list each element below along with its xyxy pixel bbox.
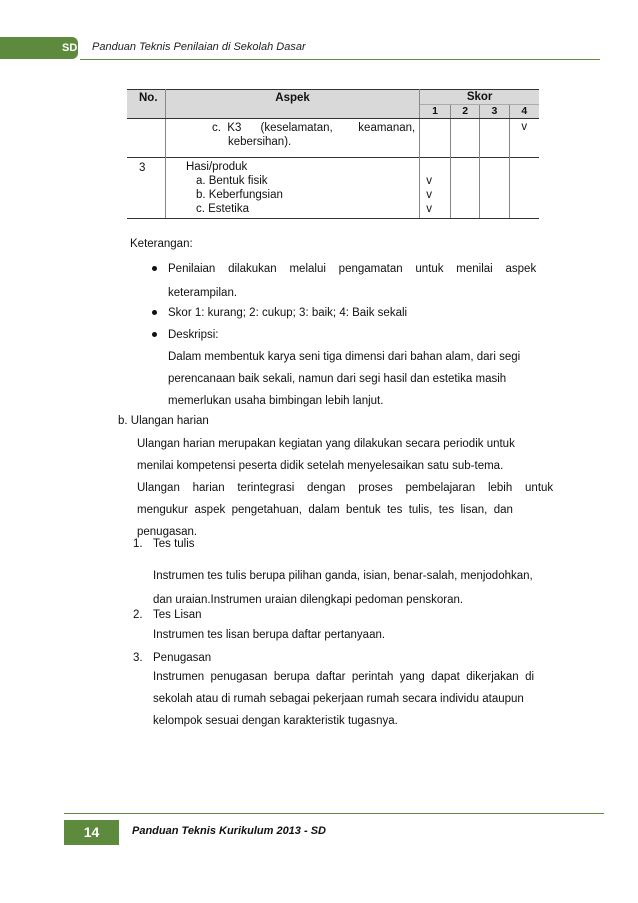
keterangan-item <box>168 258 548 304</box>
keterangan-item: Skor 1: kurang; 2: cukup; 3: baik; 4: Baik sekali <box>168 307 408 319</box>
skor-level: 2 <box>451 105 480 119</box>
skor-level: 4 <box>509 105 539 119</box>
row-number: 3 <box>127 158 165 219</box>
list-item-body <box>153 624 548 646</box>
header-badge: SD <box>0 37 78 59</box>
list-item-body <box>153 564 548 612</box>
aspek-text: b. Keberfungsian <box>195 189 283 201</box>
aspek-text: c. Estetika <box>195 203 249 215</box>
aspek-text: c. K3 (keselamatan, keamanan, <box>211 122 416 134</box>
text-line: Penilaian dilakukan melalui pengamatan untuk menilai aspek <box>168 263 537 275</box>
list-item-title: Penugasan <box>153 652 212 664</box>
assessment-table <box>127 89 539 219</box>
aspek-text: kebersihan). <box>227 136 292 148</box>
text-line: sekolah atau di rumah sebagai pekerjaan rumah secara individu ataupun <box>153 693 524 705</box>
bullet-dot-icon <box>152 332 157 337</box>
score-mark: v <box>426 175 432 187</box>
score-mark: v <box>426 203 432 215</box>
text-line: dan uraian.Instrumen uraian dilengkapi pedoman penskoran. <box>153 594 464 606</box>
aspek-title: Hasi/produk <box>185 161 248 173</box>
table-header-row <box>127 90 539 105</box>
list-number: 1. <box>133 538 143 550</box>
list-number: 3. <box>133 652 143 664</box>
table-row <box>127 119 539 158</box>
keterangan-item <box>168 324 548 412</box>
text-line: Deskripsi: <box>168 329 219 341</box>
text-line: perencanaan baik sekali, namun dari segi hasil dan estetika masih <box>168 373 507 385</box>
section-paragraph <box>137 433 554 543</box>
list-item-body <box>153 666 548 732</box>
text-line: mengukur aspek pengetahuan, dalam bentuk tes tulis, tes lisan, dan <box>137 504 513 516</box>
text-line: menilai kompetensi peserta didik setelah menyelesaikan satu sub-tema. <box>137 460 504 472</box>
text-line: Dalam membentuk karya seni tiga dimensi dari bahan alam, dari segi <box>168 351 521 363</box>
text-line: memerlukan usaha bimbingan lebih lanjut. <box>168 395 384 407</box>
score-mark: v <box>426 189 432 201</box>
list-item-title: Tes Lisan <box>153 609 202 621</box>
text-line: kelompok sesuai dengan karakteristik tugasnya. <box>153 715 398 727</box>
score-mark: v <box>521 121 528 133</box>
aspek-text: a. Bentuk fisik <box>195 175 268 187</box>
text-line: Instrumen tes tulis berupa pilihan ganda, isian, benar-salah, menjodohkan, <box>153 570 533 582</box>
text-line: Ulangan harian terintegrasi dengan proses pembelajaran lebih untuk <box>137 482 554 494</box>
header-title: Panduan Teknis Penilaian di Sekolah Dasar <box>92 41 306 53</box>
header-rule <box>80 59 600 60</box>
list-number: 2. <box>133 609 143 621</box>
keterangan-label: Keterangan: <box>130 238 193 250</box>
list-item-title: Tes tulis <box>153 538 195 550</box>
footer-rule <box>64 813 604 814</box>
text-line: keterampilan. <box>168 287 238 299</box>
header-skor: Skor <box>420 90 539 105</box>
header-no: No. <box>127 90 165 119</box>
table-row <box>127 158 539 219</box>
section-heading: b. Ulangan harian <box>118 415 209 427</box>
text-line: penugasan. <box>137 526 198 538</box>
header-aspek: Aspek <box>165 90 419 119</box>
text-line: Instrumen tes lisan berupa daftar pertanyaan. <box>153 629 386 641</box>
text-line: Instrumen penugasan berupa daftar perintah yang dapat dikerjakan di <box>153 671 535 683</box>
bullet-dot-icon <box>152 266 157 271</box>
skor-level: 3 <box>480 105 509 119</box>
footer-title: Panduan Teknis Kurikulum 2013 - SD <box>132 825 326 837</box>
bullet-dot-icon <box>152 310 157 315</box>
page-number: 14 <box>64 820 119 845</box>
text-line: Ulangan harian merupakan kegiatan yang dilakukan secara periodik untuk <box>137 438 515 450</box>
skor-level: 1 <box>420 105 451 119</box>
